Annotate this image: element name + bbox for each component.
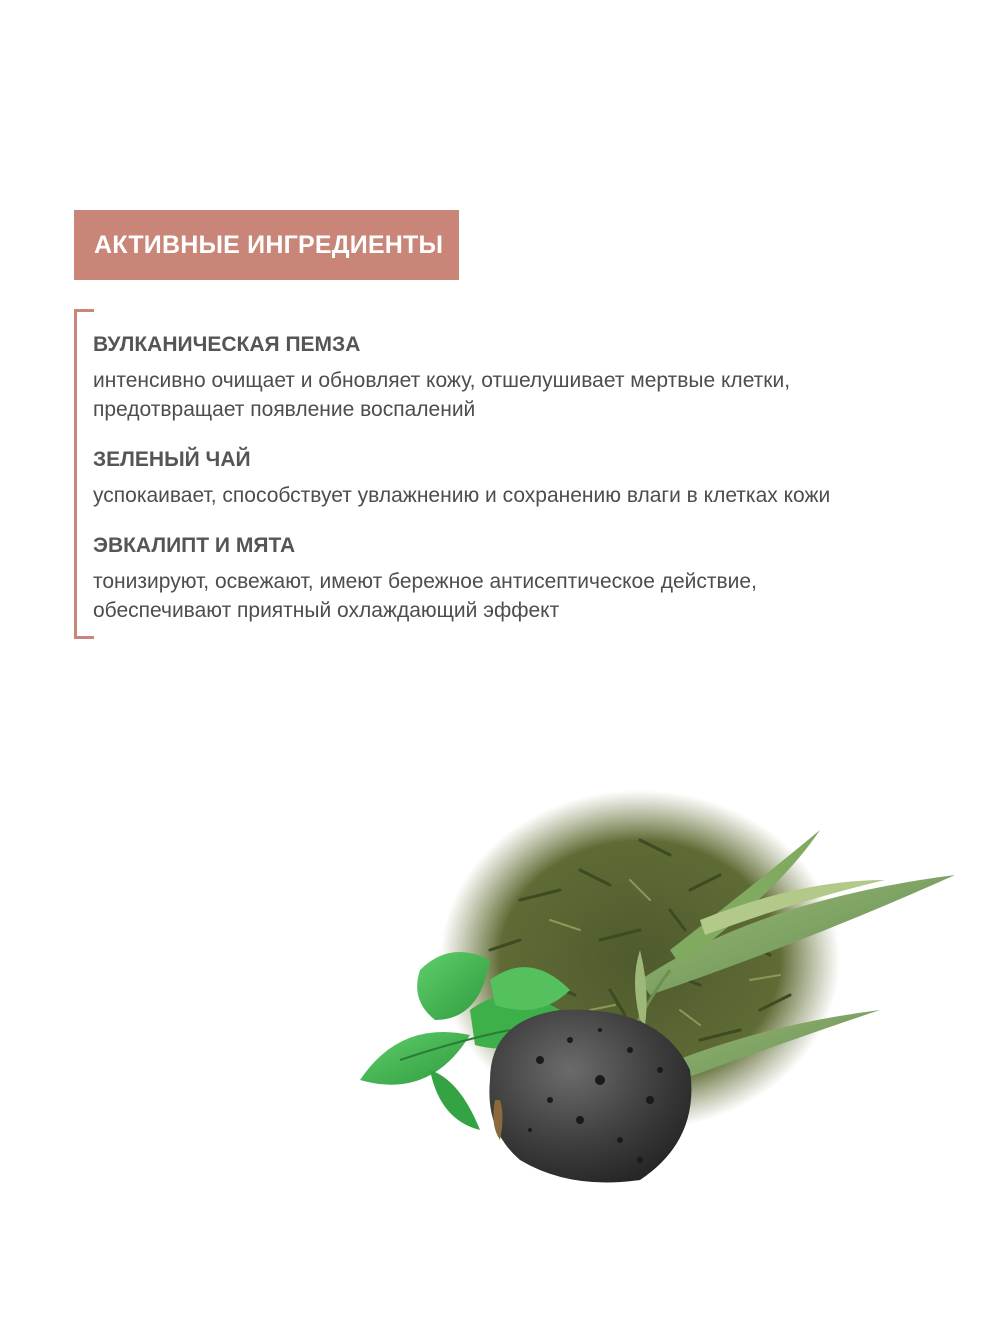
- description-line: успокаивает, способствует увлажнению и сохранению влаги в клетках кожи: [93, 484, 831, 507]
- ingredient-item-eucalyptus-mint: [93, 531, 973, 625]
- ingredient-item-green-tea: [93, 445, 973, 510]
- ingredient-title: ЗЕЛЕНЫЙ ЧАЙ: [93, 448, 251, 471]
- section-title: АКТИВНЫЕ ИНГРЕДИЕНТЫ: [94, 230, 444, 259]
- section-header-badge: [74, 210, 459, 280]
- description-line: предотвращает появление воспалений: [93, 398, 476, 421]
- description-line: тонизируют, освежают, имеют бережное антисептическое действие,: [93, 570, 757, 593]
- ingredient-description: [93, 567, 973, 625]
- pumice-stone-icon: [489, 1010, 691, 1183]
- accent-bracket: [74, 309, 94, 639]
- ingredients-list: [93, 330, 973, 625]
- ingredient-description: [93, 481, 973, 510]
- ingredient-title: ВУЛКАНИЧЕСКАЯ ПЕМЗА: [93, 333, 361, 356]
- ingredients-illustration: [340, 780, 980, 1200]
- description-line: интенсивно очищает и обновляет кожу, отшелушивает мертвые клетки,: [93, 369, 791, 392]
- ingredient-item-pumice: [93, 330, 973, 424]
- description-line: обеспечивают приятный охлаждающий эффект: [93, 599, 560, 622]
- ingredient-description: [93, 366, 973, 424]
- ingredient-title: ЭВКАЛИПТ И МЯТА: [93, 534, 296, 557]
